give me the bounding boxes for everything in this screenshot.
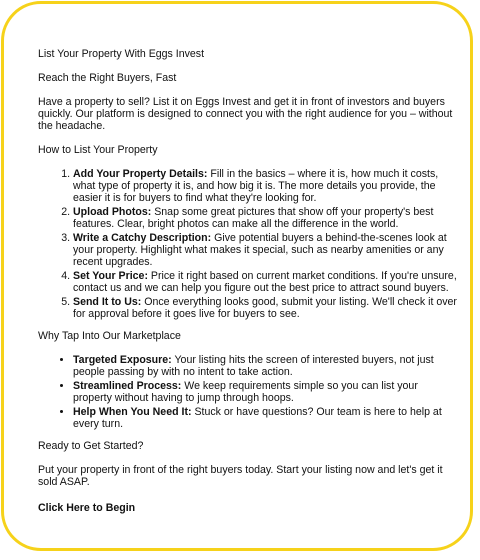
ready-heading: Ready to Get Started?	[38, 440, 144, 452]
benefit-item	[73, 406, 458, 430]
step-item	[73, 296, 458, 320]
why-heading: Why Tap Into Our Marketplace	[38, 330, 181, 342]
intro-paragraph: Have a property to sell? List it on Eggs Invest and get it in front of investors and buyers quickly. Our platform is designed to connect you with the right audience for you – without the headache.	[38, 96, 453, 132]
benefit-text: We keep requirements simple so you can list your property without having to jump through hoops.	[73, 380, 418, 404]
content-card	[1, 1, 473, 551]
benefits-list	[38, 354, 458, 430]
step-text: Price it right based on current market conditions. If you're unsure, contact us and we can help you figure out the best price to attract sound buyers.	[73, 270, 457, 294]
step-text: Give potential buyers a behind-the-scenes look at your property. Highlight what makes it special, such as nearby amenities or any recent upgrades.	[73, 232, 447, 268]
how-to-heading: How to List Your Property	[38, 144, 158, 156]
benefit-title: Streamlined Process:	[73, 380, 182, 392]
benefit-title: Targeted Exposure:	[73, 354, 172, 366]
steps-list	[38, 168, 458, 320]
benefit-text: Stuck or have questions? Our team is here to help at every turn.	[73, 406, 442, 430]
step-item	[73, 270, 458, 294]
step-title: Add Your Property Details:	[73, 168, 208, 180]
step-title: Write a Catchy Description:	[73, 232, 212, 244]
step-text: Snap some great pictures that show off your property's best features. Clear, bright photos can make all the difference in the world.	[73, 206, 434, 230]
step-item	[73, 206, 458, 230]
benefit-item	[73, 380, 458, 404]
page-content	[38, 48, 458, 514]
benefit-title: Help When You Need It:	[73, 406, 192, 418]
benefit-text: Your listing hits the screen of interested buyers, not just people passing by with no intent to take action.	[73, 354, 434, 378]
closing-paragraph: Put your property in front of the right buyers today. Start your listing now and let's get it sold ASAP.	[38, 464, 443, 488]
step-item	[73, 232, 458, 268]
step-title: Set Your Price:	[73, 270, 148, 282]
benefit-item	[73, 354, 458, 378]
step-title: Upload Photos:	[73, 206, 152, 218]
page-subtitle: Reach the Right Buyers, Fast	[38, 72, 177, 84]
begin-link[interactable]: Click Here to Begin	[38, 502, 136, 514]
step-text: Once everything looks good, submit your listing. We'll check it over for approval before it goes live for buyers to see.	[73, 296, 457, 320]
step-text: Fill in the basics – where it is, how much it costs, what type of property it is, and how big it is. The more details you provide, the easier it is for buyers to find what they're looking for.	[73, 168, 439, 204]
step-item	[73, 168, 458, 204]
page-title: List Your Property With Eggs Invest	[38, 48, 205, 60]
step-title: Send It to Us:	[73, 296, 142, 308]
